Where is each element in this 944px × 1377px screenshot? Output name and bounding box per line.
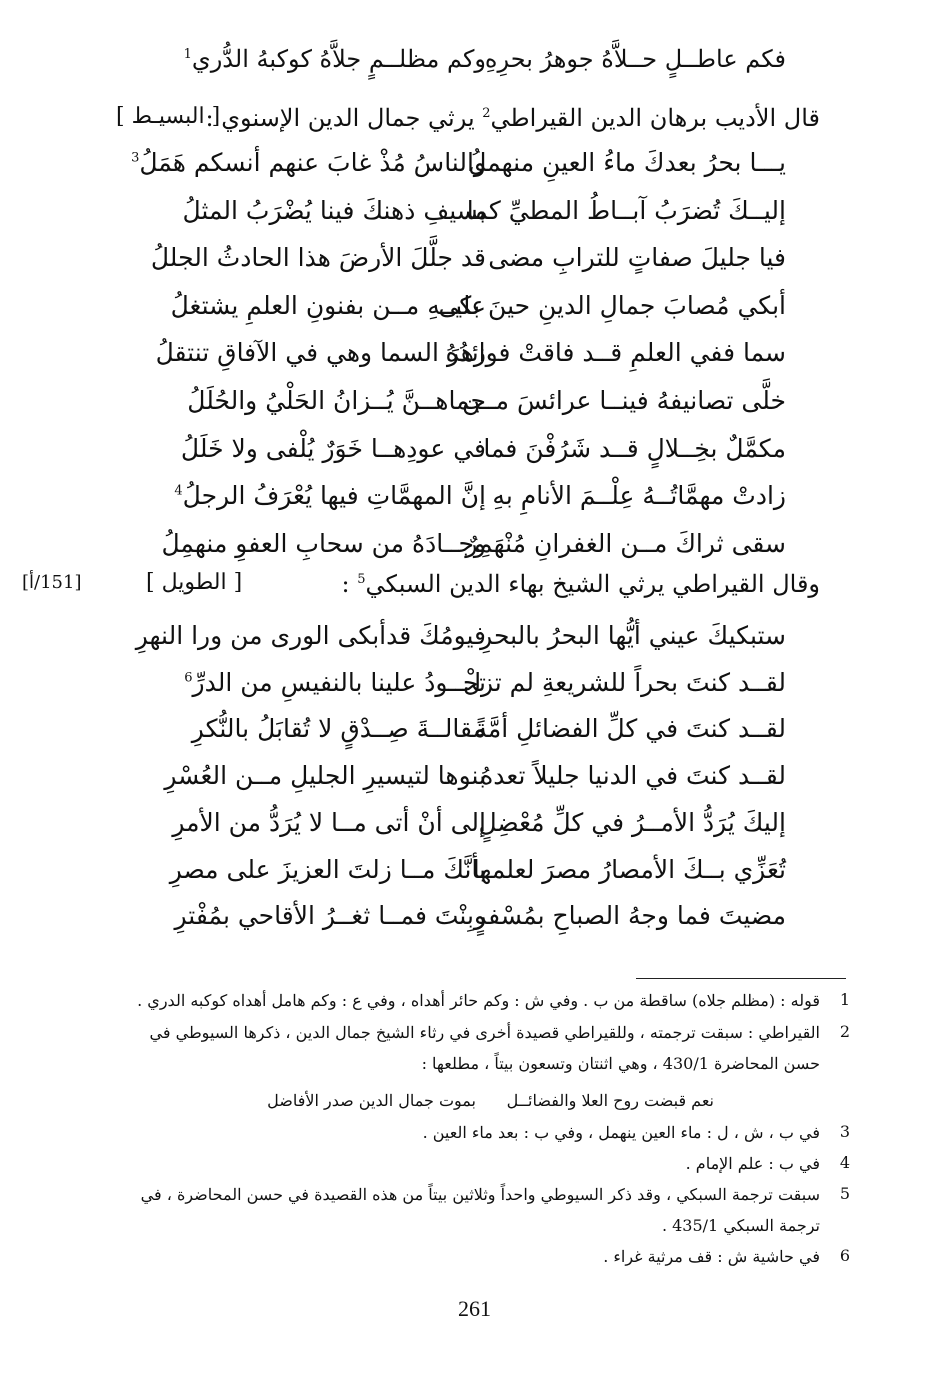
section2-verse-7-first-text: مضيتَ فما وجهُ الصباحِ بمُسْفرٍ — [474, 901, 786, 931]
section2-heading — [342, 570, 820, 598]
section1-verse-6-second — [187, 384, 486, 418]
footnote-2-line-2: حسن المحاضرة 430/1 ، وهي اثنتان وتسعون بيتاً ، مطلعها : — [421, 1054, 820, 1073]
section1-verse-1-second-text: والناسُ مُذْ غابَ عنهم أنسكم هَمَلُ — [139, 148, 486, 177]
section1-verse-8-first-text: زادتْ مهمَّاتُــهُ عِلْــمَ الأنامِ بهِ — [492, 481, 786, 511]
footnote-5-line-1: سبقت ترجمة السبكي ، وقد ذكر السيوطي واحداً وثلاثين بيتاً من هذه القصيدة في حسن المحاضرة ، في — [140, 1185, 820, 1204]
section2-verse-2-first — [463, 666, 786, 700]
footnote-number: 5 — [839, 1184, 850, 1203]
section2-verse-2-first-text: لقــد كنتَ بحراً للشريعةِ لم تزلْ — [462, 667, 786, 697]
section2-heading-text: وقال القيراطي يرثي الشيخ بهاء الدين السبكي — [365, 570, 820, 598]
section2-verse-4-second-text: بنوها لتيسيرِ الجليلِ مــن العُسْرِ — [164, 761, 486, 791]
section2-verse-5-first-text: إليكَ يُرَدُّ الأمــرُ في كلِّ مُعْضِلٍ — [478, 807, 786, 837]
section1-verse-4-second — [171, 289, 486, 323]
section1-meter: [ البسيـط ] — [116, 104, 221, 129]
section1-verse-4-first — [439, 289, 787, 323]
section1-verse-5-first — [445, 336, 786, 370]
section2-verse-5-second — [172, 806, 486, 840]
verse-top-left-text: وكم مظلــمٍ جلاَّهُ كوكبهُ الدُّري — [191, 45, 486, 73]
footnote-1-line-1: قوله : (مظلم جلاه) ساقطة من ب . وفي ش : وكم حائر أهداه ، وفي ع : وكم هامل أهداه كوكبه الدري . — [137, 991, 820, 1010]
section1-verse-6-first-text: خلَّى تصانيفهُ فينــا عرائسَ مــن — [461, 386, 786, 415]
footnote-number: 2 — [839, 1022, 850, 1041]
footnote-marker: 5 — [357, 572, 366, 587]
footnote-3-line-1: في ب ، ش ، ل : ماء العين ينهمل ، وفي ب : بعد ماء العين . — [422, 1123, 820, 1142]
footnote-marker: 6 — [184, 670, 193, 686]
section2-verse-1-second — [136, 619, 486, 653]
section2-verse-4-first-text: لقــد كنتَ في الدنيا جليلاً تعدهُ — [480, 761, 786, 791]
section2-verse-3-second-text: مقالــةَ صِــدْقٍ لا تُقابَلُ بالنُّكرِ — [191, 714, 486, 744]
footnote-4-line-1: في ب : علم الإمام . — [685, 1154, 820, 1173]
footnote-separator — [636, 978, 846, 979]
section2-verse-6-second-text: بأنَّكَ مــا زلتَ العزيزَ على مصرِ — [169, 854, 486, 884]
verse-top-right — [485, 42, 786, 76]
section1-verse-1-first-text: يـــا بحرُ بعدكَ ماءُ العينِ منهملُ — [468, 148, 786, 177]
section2-verse-4-first — [480, 759, 786, 793]
section2-verse-5-first — [478, 806, 786, 840]
section1-verse-4-second-text: عليــهِ مــن بفنونِ العلمِ يشتغلُ — [170, 290, 486, 320]
section1-verse-3-first-text: فيا جليلَ صفاتٍ للترابِ مضى — [488, 243, 786, 273]
section2-verse-3-first — [474, 712, 786, 746]
folio-mark: [151/أ] — [22, 572, 82, 593]
section1-verse-2-second-text: بسيفِ ذهنكَ فينا يُضْرَبُ المثلُ — [182, 195, 486, 225]
section1-verse-5-second — [156, 336, 486, 370]
section1-verse-7-first — [483, 432, 786, 466]
section1-verse-3-first — [488, 241, 786, 275]
section2-verse-7-second — [175, 899, 487, 933]
section1-verse-3-second-text: قد جلَّلَ الأرضَ هذا الحادثُ الجللُ — [150, 243, 486, 273]
section2-verse-6-first-text: تُعَزِّي بــكَ الأمصارُ مصرَ لعلمها — [472, 854, 786, 884]
footnote-6-line-1: في حاشية ش : قف مرثية غراء . — [603, 1247, 820, 1266]
section2-meter: [ الطويل ] — [146, 570, 243, 595]
section1-verse-6-second-text: جماهــنَّ يُــزانُ الحَلْيُ والحُلَلُ — [187, 386, 486, 415]
footnote-marker: 4 — [174, 483, 183, 499]
section1-verse-8-second-text: إنَّ المهمَّاتِ فيها يُعْرَفُ الرجلُ — [182, 481, 486, 511]
section2-verse-6-first — [473, 853, 786, 887]
section1-verse-9-second-text: وجــادَهُ من سحابِ العفوِ منهمِلُ — [161, 528, 486, 558]
section1-verse-8-second — [174, 479, 486, 513]
section1-verse-4-first-text: أبكي مُصابَ جمالِ الدينِ حينَ بكى — [438, 290, 786, 320]
section2-verse-5-second-text: إلى أنْ أتى مــا لا يُرَدُّ من الأمرِ — [172, 807, 486, 837]
section2-verse-6-second — [170, 853, 486, 887]
footnote-marker: 3 — [131, 150, 140, 166]
footnote-marker: 1 — [183, 47, 192, 62]
section2-verse-1-first-text: ستبكيكَ عيني أيُّها البحرُ بالبحرِ — [480, 621, 786, 650]
footnote-5-line-2: ترجمة السبكي 435/1 . — [661, 1216, 820, 1235]
section2-heading-rest: : — [341, 570, 358, 598]
section1-heading-text: قال الأديب برهان الدين القيراطي — [490, 104, 820, 132]
section2-verse-3-second — [192, 712, 486, 746]
page-number: 261 — [458, 1296, 491, 1321]
footnote-2-verse-second: بموت جمال الدين صدر الأفاضل — [267, 1091, 476, 1110]
section1-verse-8-first — [492, 479, 786, 513]
footnote-2-verse-first: نعم قبضت روح العلا والفضائــل — [506, 1091, 714, 1110]
verse-top-right-text: فكم عاطــلٍ حــلاَّهُ جوهرُ بحرِهِ — [484, 45, 786, 73]
section2-verse-2-second-text: تجــودُ علينا بالنفيسِ من الدرِّ — [192, 667, 486, 697]
footnote-number: 4 — [839, 1153, 850, 1172]
section1-heading-rest: يرثي جمال الدين الإسنوي : — [205, 104, 483, 132]
section1-verse-9-first — [465, 527, 786, 561]
section2-verse-1-second-text: فيومُكَ قدأبكى الورى من ورا النهرِ — [135, 621, 486, 650]
section1-verse-5-second-text: زهرَ السما وهي في الآفاقِ تنتقلُ — [155, 338, 486, 368]
section1-verse-1-second — [131, 146, 486, 180]
section1-verse-1-first — [468, 146, 786, 180]
section1-verse-7-second-text: في عودِهــا خَوَرٌ يُلْفى ولا خَلَلُ — [180, 433, 486, 463]
section2-verse-3-first-text: لقــد كنتَ في كلِّ الفضائلِ أمَّةً — [474, 714, 786, 744]
section1-verse-9-first-text: سقى ثراكَ مــن الغفرانِ مُنْهَمِرٌ — [465, 528, 786, 558]
section1-verse-9-second — [162, 527, 487, 561]
footnote-number: 6 — [839, 1246, 850, 1265]
section2-verse-1-first — [480, 619, 786, 653]
footnote-marker: 2 — [482, 106, 491, 121]
section1-verse-3-second — [151, 241, 486, 275]
section1-verse-7-second — [181, 432, 486, 466]
footnote-2-line-1: القيراطي : سبقت ترجمته ، وللقيراطي قصيدة أخرى في رثاء الشيخ جمال الدين ، ذكرها السيوطي في — [149, 1023, 820, 1042]
section2-verse-4-second — [164, 759, 486, 793]
section2-verse-7-second-text: وبِنْتَ فمــا ثغــرُ الأقاحي بمُفْترِ — [174, 901, 486, 931]
footnote-number: 1 — [839, 990, 850, 1009]
section2-verse-2-second — [184, 666, 486, 700]
section2-verse-7-first — [474, 899, 786, 933]
section1-verse-5-first-text: سما ففي العلمِ قــد فاقتْ فوائدُهُ — [445, 338, 786, 368]
section1-verse-7-first-text: مكمَّلٌ بخِــلالٍ قــد شَرُفْنَ فما — [483, 433, 786, 463]
section1-verse-2-first-text: إليــكَ تُضرَبُ آبــاطُ المطيِّ كما — [466, 195, 786, 225]
section1-verse-2-second — [182, 194, 486, 228]
verse-top-left — [184, 42, 486, 76]
section1-verse-6-first — [462, 384, 786, 418]
footnote-number: 3 — [839, 1122, 850, 1141]
section1-verse-2-first — [467, 194, 786, 228]
section1-heading — [206, 104, 820, 132]
